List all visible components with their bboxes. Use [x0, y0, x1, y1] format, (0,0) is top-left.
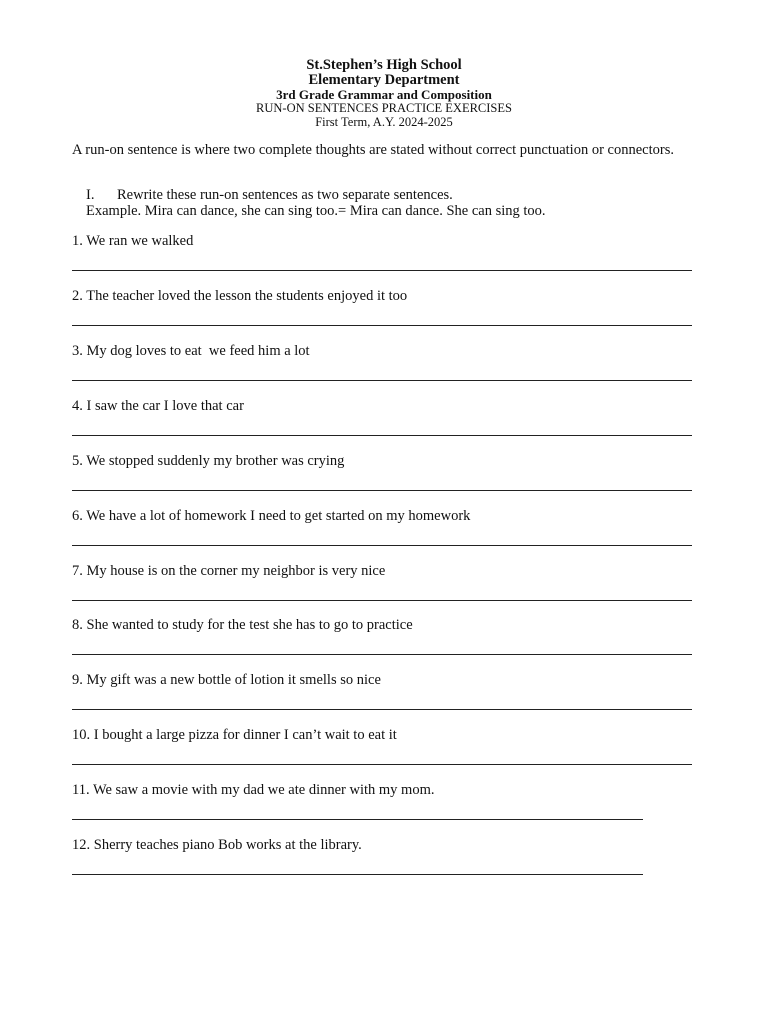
answer-line[interactable]: [72, 874, 643, 875]
exercise-item: [72, 672, 702, 688]
exercise-item: [72, 453, 702, 469]
answer-line[interactable]: [72, 490, 692, 491]
answer-line[interactable]: [72, 380, 692, 381]
answer-line[interactable]: [72, 600, 692, 601]
exercise-item: [72, 782, 702, 798]
term-label: First Term, A.Y. 2024-2025: [315, 115, 453, 129]
exercise-item: [72, 398, 702, 414]
exercise-item: [72, 563, 702, 579]
exercise-sentence: 5. We stopped suddenly my brother was crying: [72, 453, 345, 469]
instruction-numeral: I.: [86, 187, 95, 203]
answer-line[interactable]: [72, 545, 692, 546]
school-name: St.Stephen’s High School: [306, 57, 462, 73]
exercise-item: [72, 508, 702, 524]
answer-line[interactable]: [72, 764, 692, 765]
department-name: Elementary Department: [308, 72, 460, 88]
exercise-item: [72, 288, 702, 304]
exercise-sentence: 1. We ran we walked: [72, 233, 194, 249]
intro-paragraph: A run-on sentence is where two complete thoughts are stated without correct punctuation or connectors.: [72, 142, 674, 158]
exercise-sentence: 3. My dog loves to eat we feed him a lot: [72, 343, 310, 359]
answer-line[interactable]: [72, 325, 692, 326]
answer-line[interactable]: [72, 819, 643, 820]
exercise-item: [72, 837, 702, 853]
exercise-item: [72, 727, 702, 743]
exercise-sentence: 4. I saw the car I love that car: [72, 398, 244, 414]
answer-line[interactable]: [72, 709, 692, 710]
exercise-sentence: 11. We saw a movie with my dad we ate dinner with my mom.: [72, 782, 435, 798]
answer-line[interactable]: [72, 435, 692, 436]
exercise-sentence: 9. My gift was a new bottle of lotion it smells so nice: [72, 672, 381, 688]
instruction-heading: [86, 187, 706, 203]
exercise-sentence: 12. Sherry teaches piano Bob works at the library.: [72, 837, 362, 853]
answer-line[interactable]: [72, 654, 692, 655]
worksheet-title: RUN-ON SENTENCES PRACTICE EXERCISES: [256, 101, 512, 115]
instruction-example: Example. Mira can dance, she can sing too.= Mira can dance. She can sing too.: [86, 203, 546, 219]
exercise-item: [72, 233, 702, 249]
answer-line[interactable]: [72, 270, 692, 271]
exercise-item: [72, 617, 702, 633]
exercise-sentence: 7. My house is on the corner my neighbor is very nice: [72, 563, 386, 579]
instruction-text: Rewrite these run-on sentences as two separate sentences.: [117, 187, 453, 203]
exercise-sentence: 10. I bought a large pizza for dinner I can’t wait to eat it: [72, 727, 397, 743]
exercise-sentence: 6. We have a lot of homework I need to get started on my homework: [72, 508, 471, 524]
subject-title: 3rd Grade Grammar and Composition: [276, 87, 492, 102]
exercise-item: [72, 343, 702, 359]
exercise-sentence: 8. She wanted to study for the test she has to go to practice: [72, 617, 413, 633]
exercise-sentence: 2. The teacher loved the lesson the students enjoyed it too: [72, 288, 408, 304]
worksheet-header: [0, 58, 768, 129]
